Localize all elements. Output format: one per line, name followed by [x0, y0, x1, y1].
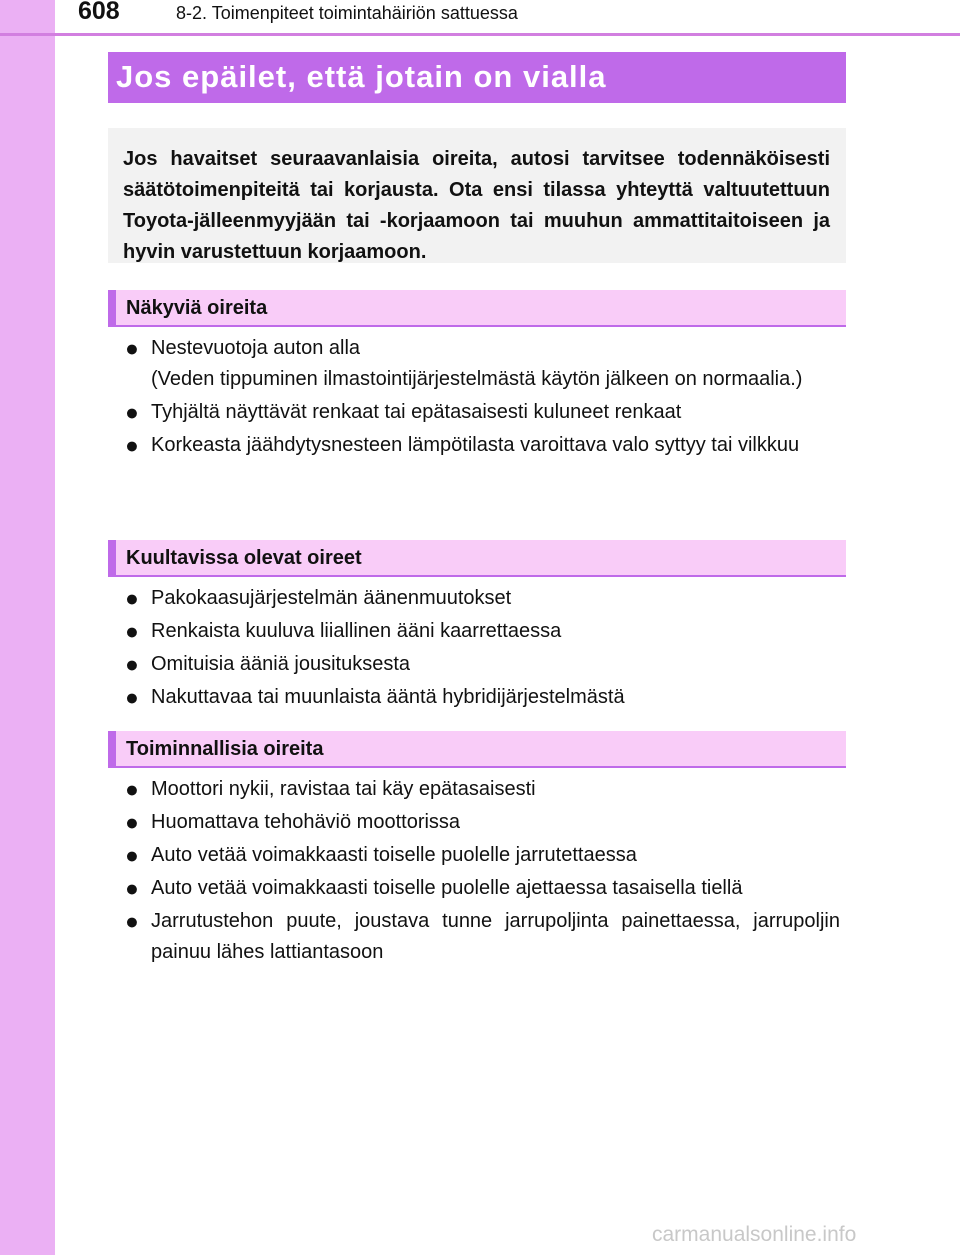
section-heading [108, 52, 846, 103]
list-item [125, 873, 840, 904]
notice-text: Jos havaitset seuraavanlaisia oireita, autosi tarvitsee todennäköisesti säätötoimenpiteitä tai korjausta. Ota ensi tilassa yhteyttä valtuutettuun Toyota-jälleenmyyjään tai -korjaamoon tai muuhun ammattitaitoiseen ja hyvin varustettuun korjaamoon. [123, 148, 830, 263]
list-item [125, 682, 840, 713]
list-item-text: Pakokaasujärjestelmän äänenmuutokset [151, 587, 512, 609]
bullet-dot-icon: ● [125, 335, 139, 361]
bullet-dot-icon: ● [125, 651, 139, 677]
list-item [125, 583, 840, 614]
list-item [125, 774, 840, 805]
list-item-text: Nakuttavaa tai muunlaista ääntä hybridijärjestelmästä [151, 686, 625, 708]
list-audible-symptoms [125, 583, 840, 715]
list-item [125, 430, 840, 461]
list-item [125, 333, 840, 395]
subheading-label: Toiminnallisia oireita [126, 738, 324, 760]
list-item-text: Auto vetää voimakkaasti toiselle puolelle ajettaessa tasaisella tiellä [151, 877, 743, 899]
list-item-text: Renkaista kuuluva liiallinen ääni kaarrettaessa [151, 620, 562, 642]
list-item-text: Jarrutustehon puute, joustava tunne jarrupoljinta painettaessa, jarrupoljin painuu lähes lattiantasoon [151, 910, 840, 963]
list-item-text: Omituisia ääniä jousituksesta [151, 653, 411, 675]
section-title: Jos epäilet, että jotain on vialla [116, 59, 607, 94]
list-item-text: Tyhjältä näyttävät renkaat tai epätasaisesti kuluneet renkaat [151, 401, 682, 423]
list-item-text: Moottori nykii, ravistaa tai käy epätasaisesti [151, 778, 536, 800]
list-item [125, 616, 840, 647]
bullet-dot-icon: ● [125, 842, 139, 868]
bullet-dot-icon: ● [125, 432, 139, 458]
list-item [125, 906, 840, 968]
list-item-note: (Veden tippuminen ilmastointijärjestelmästä käytön jälkeen on normaalia.) [151, 368, 803, 390]
notice-box [108, 128, 846, 263]
list-item [125, 807, 840, 838]
page-number: 608 [78, 0, 120, 25]
list-visible-symptoms [125, 333, 840, 463]
subheading-visible-symptoms [108, 290, 846, 327]
bullet-dot-icon: ● [125, 585, 139, 611]
list-item-text: Huomattava tehohäviö moottorissa [151, 811, 461, 833]
list-item-text: Auto vetää voimakkaasti toiselle puolelle jarrutettaessa [151, 844, 637, 866]
list-item [125, 649, 840, 680]
subheading-audible-symptoms [108, 540, 846, 577]
list-item [125, 840, 840, 871]
subheading-label: Näkyviä oireita [126, 297, 268, 319]
watermark-link[interactable]: carmanualsonline.info [652, 1223, 857, 1246]
bullet-dot-icon: ● [125, 684, 139, 710]
page-edge-strip [0, 0, 55, 1255]
bullet-dot-icon: ● [125, 776, 139, 802]
bullet-dot-icon: ● [125, 809, 139, 835]
list-item-text: Nestevuotoja auton alla [151, 337, 361, 359]
list-functional-symptoms [125, 774, 840, 970]
bullet-dot-icon: ● [125, 399, 139, 425]
header-rule [0, 33, 960, 36]
list-item [125, 397, 840, 428]
subheading-label: Kuultavissa olevat oireet [126, 547, 362, 569]
bullet-dot-icon: ● [125, 908, 139, 934]
chapter-title: 8-2. Toimenpiteet toimintahäiriön sattuessa [176, 3, 518, 23]
bullet-dot-icon: ● [125, 618, 139, 644]
subheading-functional-symptoms [108, 731, 846, 768]
list-item-text: Korkeasta jäähdytysnesteen lämpötilasta varoittava valo syttyy tai vilkkuu [151, 434, 800, 456]
bullet-dot-icon: ● [125, 875, 139, 901]
